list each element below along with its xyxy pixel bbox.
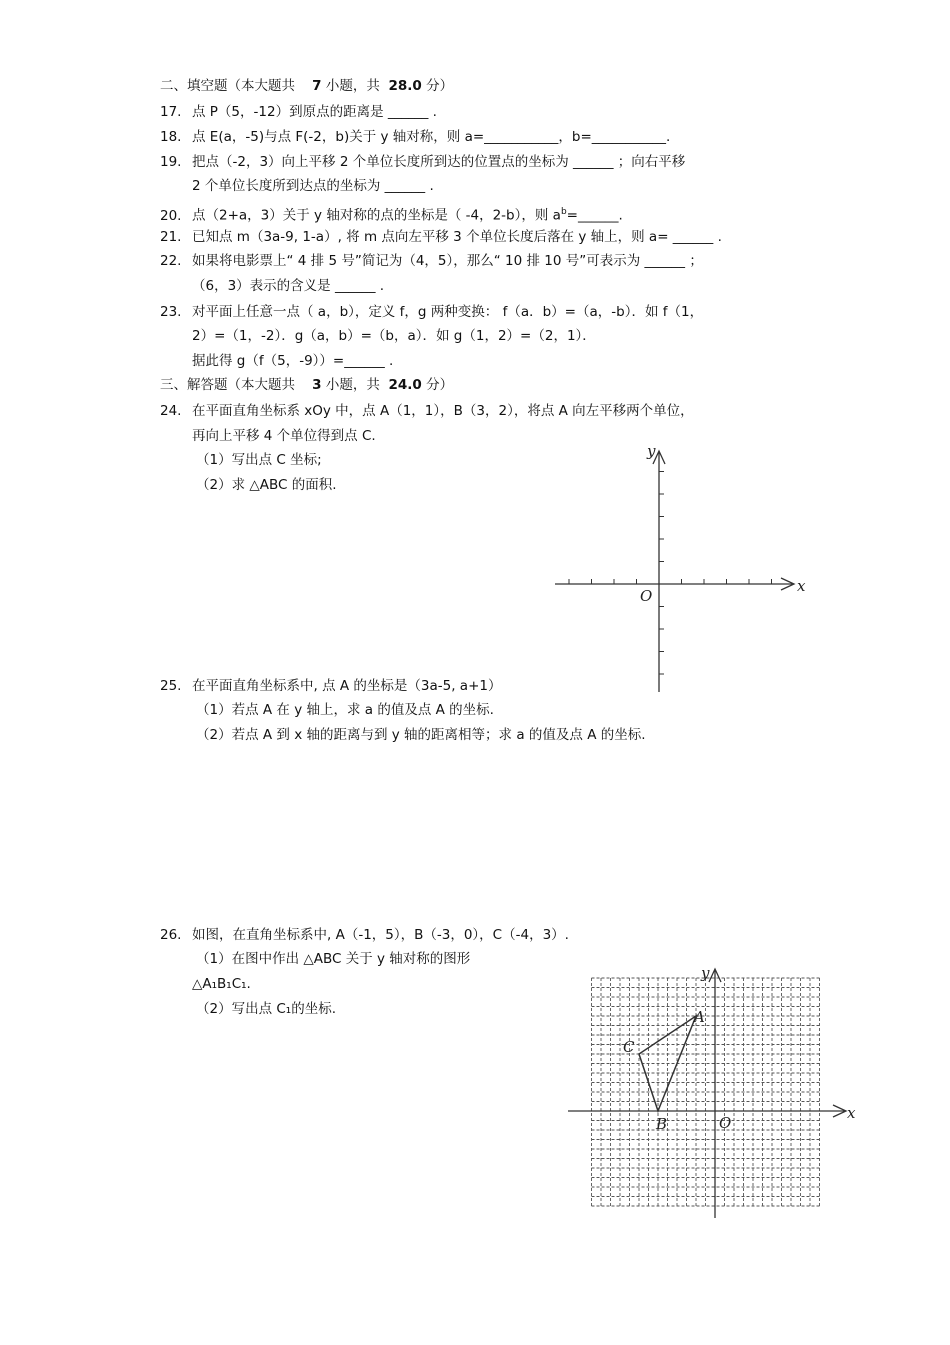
superscript: b xyxy=(560,207,567,217)
section-prefix: 二、填空题（本大题共 xyxy=(160,78,295,94)
question-20 xyxy=(160,203,623,225)
coordinate-axes-figure xyxy=(545,440,810,698)
question-text: =______. xyxy=(566,207,623,224)
question-number: 20. xyxy=(160,207,182,224)
subquestion-text: （1）写出点 C 坐标; xyxy=(196,452,322,468)
subquestion-text: （2）求 △ABC 的面积. xyxy=(196,477,337,493)
subquestion-text: （1）在图中作出 △ABC 关于 y 轴对称的图形 xyxy=(196,951,471,967)
question-26-sub1b xyxy=(192,975,251,993)
question-22 xyxy=(160,252,703,270)
x-axis-label: x xyxy=(797,577,806,595)
section-header-answer xyxy=(160,376,453,394)
question-text: 把点（-2，3）向上平移 2 个单位长度所到达的位置点的坐标为 ______ ；向右平移 xyxy=(192,154,686,170)
question-number: 24. xyxy=(160,403,182,419)
question-25-sub1 xyxy=(196,701,494,719)
question-21 xyxy=(160,228,722,246)
question-text: 点（2+a，3）关于 y 轴对称的点的坐标是（ -4，2-b），则 a xyxy=(192,207,561,224)
question-number: 22. xyxy=(160,253,182,269)
section-score: 24.0 xyxy=(388,377,422,393)
question-18 xyxy=(160,128,670,146)
y-axis-label: y xyxy=(647,442,656,460)
question-19-line2 xyxy=(192,177,434,195)
question-24-sub1 xyxy=(196,451,322,469)
question-24-sub2 xyxy=(196,476,337,494)
section-suffix: 分） xyxy=(426,78,454,94)
point-label-a: A xyxy=(694,1008,705,1026)
subquestion-text: （2）写出点 C₁的坐标. xyxy=(196,1001,337,1017)
question-text: 据此得 g（f（5，-9））=______ . xyxy=(192,353,394,369)
question-24 xyxy=(160,402,694,420)
question-number: 17. xyxy=(160,104,182,120)
section-suffix: 分） xyxy=(426,377,454,393)
question-number: 26. xyxy=(160,927,182,943)
question-23 xyxy=(160,303,703,321)
question-number: 19. xyxy=(160,154,182,170)
section-prefix: 三、解答题（本大题共 xyxy=(160,377,295,393)
point-label-b: B xyxy=(656,1115,668,1133)
question-25 xyxy=(160,677,501,695)
question-number: 23. xyxy=(160,304,182,320)
subquestion-text: （2）若点 A 到 x 轴的距离与到 y 轴的距离相等；求 a 的值及点 A 的坐标. xyxy=(196,727,646,743)
y-axis-label: y xyxy=(701,964,710,982)
question-text: 点 P（5，-12）到原点的距离是 ______ . xyxy=(192,104,437,120)
question-text: 点 E(a，-5)与点 F(-2，b)关于 y 轴对称，则 a=___________，b=___________. xyxy=(192,129,671,145)
x-axis-label: x xyxy=(847,1104,856,1122)
question-text: 2）=（1，-2）．g（a，b）=（b，a）．如 g（1，2）=（2，1）． xyxy=(192,328,596,344)
question-text: 如果将电影票上“ 4 排 5 号”简记为（4，5），那么“ 10 排 10 号”可表示为 ______ ； xyxy=(192,253,703,269)
question-19 xyxy=(160,153,685,171)
question-23-line2 xyxy=(192,327,596,345)
question-text: （6，3）表示的含义是 ______ . xyxy=(192,278,385,294)
point-label-c: C xyxy=(623,1038,635,1056)
question-25-sub2 xyxy=(196,726,646,744)
subquestion-text: △A₁B₁C₁. xyxy=(192,976,251,992)
origin-label: O xyxy=(640,587,653,605)
question-count: 3 xyxy=(312,377,322,393)
question-26 xyxy=(160,926,569,944)
question-24-line2 xyxy=(192,427,376,445)
question-number: 18. xyxy=(160,129,182,145)
question-17 xyxy=(160,103,437,121)
question-26-sub2 xyxy=(196,1000,336,1018)
question-text: 在平面直角坐标系 xOy 中，点 A（1，1），B（3，2），将点 A 向左平移两个单位， xyxy=(192,403,694,419)
question-text: 对平面上任意一点（ a，b），定义 f，g 两种变换： f（a．b）=（a，-b）．如 f（1， xyxy=(192,304,704,320)
section-score: 28.0 xyxy=(388,78,422,94)
question-text: 已知点 m（3a-9, 1-a）, 将 m 点向左平移 3 个单位长度后落在 y 轴上，则 a= ______ . xyxy=(192,229,722,245)
section-header-fill-blank xyxy=(160,77,453,95)
question-number: 25. xyxy=(160,678,182,694)
section-mid: 小题，共 xyxy=(325,377,380,393)
subquestion-text: （1）若点 A 在 y 轴上，求 a 的值及点 A 的坐标. xyxy=(196,702,494,718)
question-count: 7 xyxy=(312,78,322,94)
question-23-line3 xyxy=(192,352,393,370)
question-22-line2 xyxy=(192,277,384,295)
grid-triangle-figure xyxy=(560,960,860,1222)
question-number: 21. xyxy=(160,229,182,245)
origin-label: O xyxy=(719,1114,732,1132)
section-mid: 小题，共 xyxy=(325,78,380,94)
question-text: 2 个单位长度所到达点的坐标为 ______ . xyxy=(192,178,434,194)
question-text: 如图，在直角坐标系中, A（-1，5），B（-3，0），C（-4，3）. xyxy=(192,927,569,943)
question-text: 在平面直角坐标系中, 点 A 的坐标是（3a-5, a+1） xyxy=(192,678,502,694)
question-26-sub1 xyxy=(196,950,470,968)
question-text: 再向上平移 4 个单位得到点 C. xyxy=(192,428,376,444)
